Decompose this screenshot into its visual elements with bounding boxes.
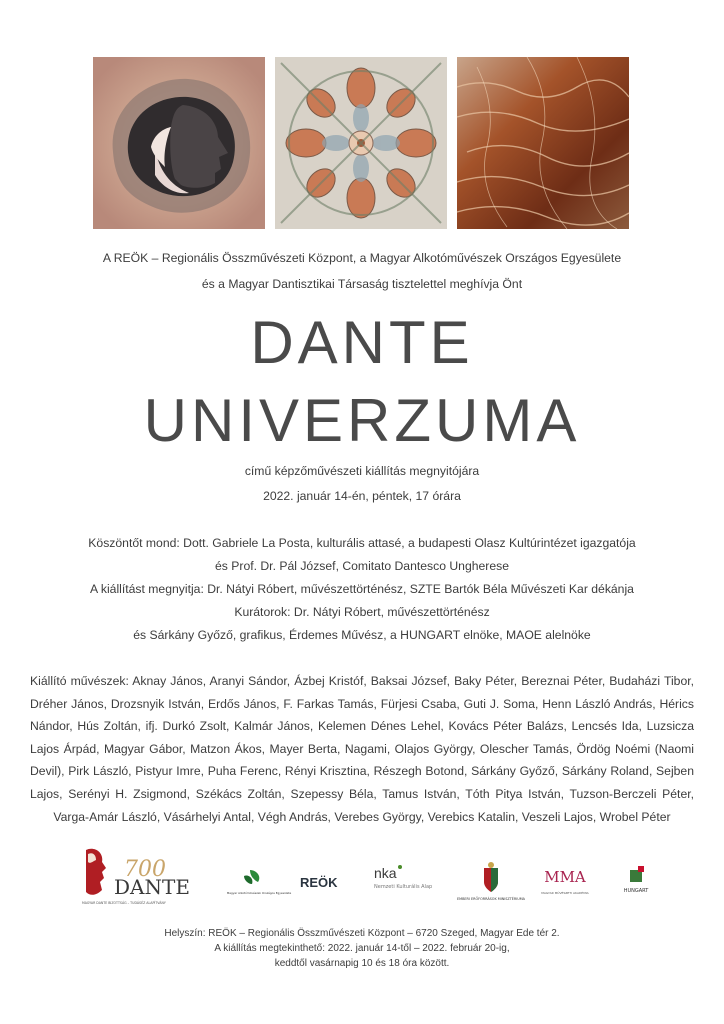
kaleidoscope-artwork — [275, 57, 447, 229]
copper-water-artwork — [457, 57, 629, 229]
hungart-caption: HUNGART — [623, 888, 649, 894]
speaker-line: A kiállítást megnyitja: Dr. Nátyi Róbert, művészettörténész, SZTE Bartók Béla Művészeti Kar dékánja — [90, 582, 634, 596]
dante-700-word: DANTE — [114, 875, 190, 899]
dante-700-number: 700 — [124, 857, 166, 882]
title-line-2: UNIVERZUMA — [143, 387, 581, 454]
mma-logo — [541, 862, 589, 902]
intro-line-2: és a Magyar Dantisztikai Társaság tisztelettel meghívja Önt — [201, 277, 523, 291]
mane-logo — [226, 866, 292, 902]
dante-profile-artwork — [93, 57, 265, 229]
footer-dates: A kiállítás megtekinthető: 2022. január 14-től – 2022. február 20-ig, — [214, 943, 510, 954]
footer-hours: keddtől vasárnapig 10 és 18 óra között. — [274, 958, 450, 969]
hungart-logo — [616, 862, 656, 898]
mma-text: MMA — [544, 868, 586, 886]
emmi-caption: EMBERI ERŐFORRÁSOK MINISZTÉRIUMA — [456, 897, 526, 901]
intro-line-1: A REÖK – Regionális Összművészeti Központ, a Magyar Alkotóművészek Országos Egyesülete — [102, 251, 622, 265]
nka-logo — [370, 862, 446, 894]
artists-list: Kiállító művészek: Aknay János, Aranyi Sándor, Ázbej Kristóf, Baksai József, Baky Péter, Bereznai Péter, Budaházi Tibor, Dréher János, Drozsnyik István, Erdős János, F. Farkas Tamás, Fürjesi Csaba, Guti J. Soma, Henn László András, Hérics Nándor, Hús Zoltán, ifj. Durkó Zsolt, Kalmár János, Kelemen Dénes Lehel, Kovács Péter Balázs, Lencsés Ida, Luzsicza Lajos Árpád, Magyar Gábor, Matzon Ákos, Mayer Berta, Nagami, Olajos György, Olescher Tamás, Ördög Noémi (Naomi Devil), Pirk László, Pistyur Imre, Puha Ferenc, Rényi Krisztina, Részegh Botond, Sárkány Győző, Sárkány Roland, Sejben Lajos, Serényi H. Zsigmond, Székács Zoltán, Szepessy Béla, Tamus István, Tóth Pitya István, Tuzson-Berczeli Péter, Varga-Amár László, Vásárhelyi Antal, Végh András, Verebes György, Verebics Katalin, Veszeli Lajos, Wrobel Péter — [30, 674, 694, 824]
speaker-line: és Sárkány Győző, grafikus, Érdemes Művész, a HUNGART elnöke, MAOE alelnöke — [133, 628, 591, 642]
speaker-line: Köszöntőt mond: Dott. Gabriele La Posta, kulturális attasé, a budapesti Olasz Kultúrintézet igazgatója — [88, 536, 636, 550]
mma-caption: MAGYAR MŰVÉSZETI AKADÉMIA — [541, 891, 589, 895]
nka-text: nka — [374, 865, 397, 881]
title-line-1: DANTE — [250, 309, 474, 376]
reok-text: REÖK — [300, 875, 338, 890]
dante-700-logo — [80, 846, 190, 906]
footer-venue: Helyszín: REÖK – Regionális Összművészeti Központ – 6720 Szeged, Magyar Ede tér 2. — [164, 928, 560, 939]
mane-caption: Magyar Alkotóművészek Országos Egyesülete — [226, 891, 292, 895]
emmi-logo — [456, 860, 526, 904]
speaker-line: és Prof. Dr. Pál József, Comitato Dantesco Ungherese — [215, 559, 509, 573]
reok-logo — [298, 872, 346, 892]
event-subtitle: című képzőművészeti kiállítás megnyitójára — [244, 464, 480, 478]
nka-caption: Nemzeti Kulturális Alap — [374, 884, 433, 890]
event-date: 2022. január 14-én, péntek, 17 órára — [263, 489, 461, 503]
speaker-line: Kurátorok: Dr. Nátyi Róbert, művészettörténész — [234, 605, 490, 619]
dante-700-caption: MAGYAR DANTE BIZOTTSÁG – TUDÁSÉZ ALAPÍTVÁNY — [82, 901, 166, 905]
